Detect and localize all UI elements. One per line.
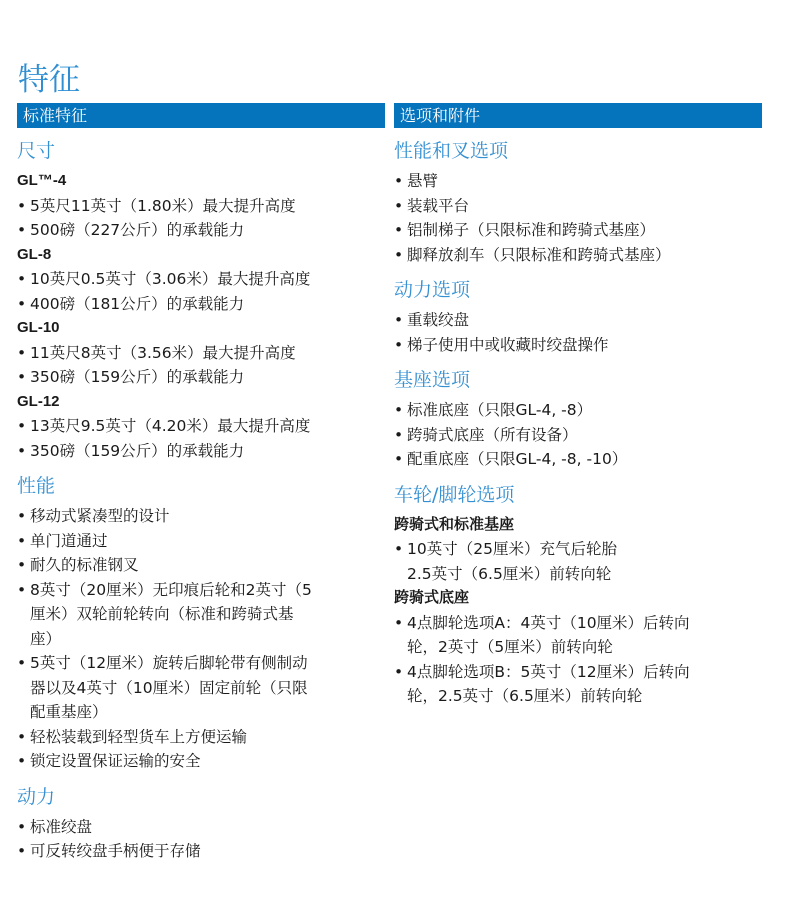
- list-item: [17, 553, 385, 578]
- list-item: [17, 341, 385, 366]
- list-item-text: 11英尺8英寸（3.56米）最大提升高度: [30, 343, 296, 362]
- list-item: [394, 611, 762, 660]
- list-item-text: 单门道通过: [30, 531, 108, 550]
- list-item-text: 厘米）双轮前轮转向（标准和跨骑式基: [30, 605, 294, 623]
- list-item: [394, 423, 762, 448]
- list-item: [394, 243, 762, 268]
- list-item-text: 500磅（227公斤）的承载能力: [30, 221, 245, 239]
- bullet-icon: •: [17, 294, 27, 313]
- options-column: [394, 103, 762, 709]
- list-item-text: 座）: [30, 629, 62, 648]
- bullet-icon: •: [17, 842, 27, 860]
- list-item-text: 轻松装载到轻型货车上方便运输: [30, 727, 248, 746]
- list-item-text: 配重底座（只限GL-4, -8, -10）: [407, 450, 628, 468]
- list-item-text: 配重基座）: [30, 703, 108, 721]
- list-item-text: 器以及4英寸（10厘米）固定前轮（只限: [30, 678, 308, 697]
- list-item-text: 铝制梯子（只限标准和跨骑式基座）: [407, 221, 656, 239]
- list-item: [394, 447, 762, 472]
- model-heading: 跨骑式和标准基座: [394, 515, 515, 533]
- model-heading: GL-8: [17, 245, 52, 263]
- bullet-icon: •: [17, 368, 27, 386]
- list-item: [17, 815, 385, 840]
- bullet-icon: •: [394, 335, 404, 354]
- bullet-icon: •: [394, 196, 404, 215]
- list-item-text: 重载绞盘: [407, 311, 470, 329]
- list-item-text: 4点脚轮选项A：4英寸（10厘米）后转向: [407, 613, 690, 632]
- section-header-options: 选项和附件: [394, 103, 762, 128]
- section-heading: 车轮/脚轮选项: [394, 483, 515, 506]
- list-item-text: 悬臂: [407, 172, 439, 190]
- list-item: [394, 169, 762, 194]
- list-item: [17, 725, 385, 750]
- list-item: [394, 398, 762, 423]
- bullet-icon: •: [394, 311, 404, 329]
- list-item: [17, 529, 385, 554]
- list-item: [17, 365, 385, 390]
- list-item-text: 轮，2英寸（5厘米）前转向轮: [407, 638, 613, 656]
- bullet-icon: •: [17, 441, 27, 460]
- bullet-icon: •: [17, 556, 27, 574]
- list-item: [394, 660, 762, 709]
- bullet-icon: •: [17, 531, 27, 550]
- list-item: [17, 267, 385, 292]
- list-item-text: 装载平台: [407, 196, 470, 215]
- bullet-icon: •: [17, 417, 27, 435]
- list-item-text: 可反转绞盘手柄便于存储: [30, 842, 201, 860]
- bullet-icon: •: [17, 654, 27, 672]
- section-heading: 性能: [17, 475, 56, 497]
- bullet-icon: •: [17, 507, 27, 525]
- bullet-icon: •: [17, 196, 27, 215]
- list-item-text: 350磅（159公斤）的承载能力: [30, 368, 245, 386]
- section-heading: 动力: [17, 785, 56, 808]
- list-item-text: 轮，2.5英寸（6.5厘米）前转向轮: [407, 687, 643, 705]
- list-item-text: 跨骑式底座（所有设备）: [407, 425, 578, 444]
- standard-features-column: [17, 103, 385, 864]
- page-title: 特征: [18, 62, 80, 98]
- bullet-icon: •: [394, 450, 404, 468]
- section-heading: 基座选项: [394, 369, 471, 391]
- model-heading: GL™-4: [17, 172, 67, 189]
- bullet-icon: •: [394, 401, 404, 419]
- list-item: [17, 578, 385, 652]
- model-heading: GL-10: [17, 319, 60, 336]
- list-item-text: 标准底座（只限GL-4, -8）: [407, 401, 593, 419]
- list-item: [17, 218, 385, 243]
- bullet-icon: •: [394, 245, 404, 264]
- list-item-text: 脚释放刹车（只限标准和跨骑式基座）: [407, 245, 671, 264]
- list-item: [394, 537, 762, 562]
- list-item: [17, 749, 385, 774]
- list-item-text: 耐久的标准钢叉: [30, 556, 139, 574]
- bullet-icon: •: [394, 613, 404, 632]
- list-item: [17, 651, 385, 725]
- list-item: [394, 194, 762, 219]
- list-item: [17, 504, 385, 529]
- bullet-icon: •: [394, 662, 404, 681]
- bullet-icon: •: [17, 727, 27, 746]
- bullet-icon: •: [17, 580, 27, 599]
- list-item-text: 10英尺0.5英寸（3.06米）最大提升高度: [30, 270, 311, 288]
- list-item-text: 锁定设置保证运输的安全: [30, 752, 201, 770]
- list-item-continuation: 2.5英寸（6.5厘米）前转向轮: [407, 564, 612, 583]
- bullet-icon: •: [17, 343, 27, 362]
- bullet-icon: •: [394, 540, 404, 558]
- section-heading: 动力选项: [394, 279, 471, 301]
- bullet-icon: •: [17, 817, 27, 836]
- bullet-icon: •: [394, 221, 404, 239]
- list-item: [394, 218, 762, 243]
- section-header-standard: 标准特征: [17, 103, 385, 128]
- section-heading: 尺寸: [17, 140, 56, 162]
- model-heading: 跨骑式底座: [394, 589, 470, 606]
- list-item: [394, 333, 762, 358]
- list-item: [17, 839, 385, 864]
- list-item-text: 5英寸（12厘米）旋转后脚轮带有侧制动: [30, 654, 308, 672]
- bullet-icon: •: [394, 425, 404, 444]
- bullet-icon: •: [17, 221, 27, 239]
- bullet-icon: •: [17, 752, 27, 770]
- list-item-text: 8英寸（20厘米）无印痕后轮和2英寸（5: [30, 580, 312, 599]
- list-item: [17, 439, 385, 464]
- list-item-text: 13英尺9.5英寸（4.20米）最大提升高度: [30, 417, 311, 435]
- list-item: [17, 414, 385, 439]
- bullet-icon: •: [17, 270, 27, 288]
- list-item-text: 400磅（181公斤）的承载能力: [30, 294, 245, 313]
- list-item-text: 梯子使用中或收藏时绞盘操作: [407, 335, 609, 354]
- list-item-text: 10英寸（25厘米）充气后轮胎: [407, 540, 617, 558]
- list-item-text: 350磅（159公斤）的承载能力: [30, 441, 245, 460]
- list-item: [17, 194, 385, 219]
- model-heading: GL-12: [17, 392, 60, 410]
- section-heading: 性能和叉选项: [394, 140, 509, 162]
- list-item-text: 标准绞盘: [30, 817, 93, 836]
- list-item: [394, 308, 762, 333]
- list-item: [17, 292, 385, 317]
- list-item-text: 4点脚轮选项B：5英寸（12厘米）后转向: [407, 662, 690, 681]
- bullet-icon: •: [394, 172, 404, 190]
- list-item-text: 5英尺11英寸（1.80米）最大提升高度: [30, 196, 296, 215]
- list-item-text: 移动式紧凑型的设计: [30, 507, 170, 525]
